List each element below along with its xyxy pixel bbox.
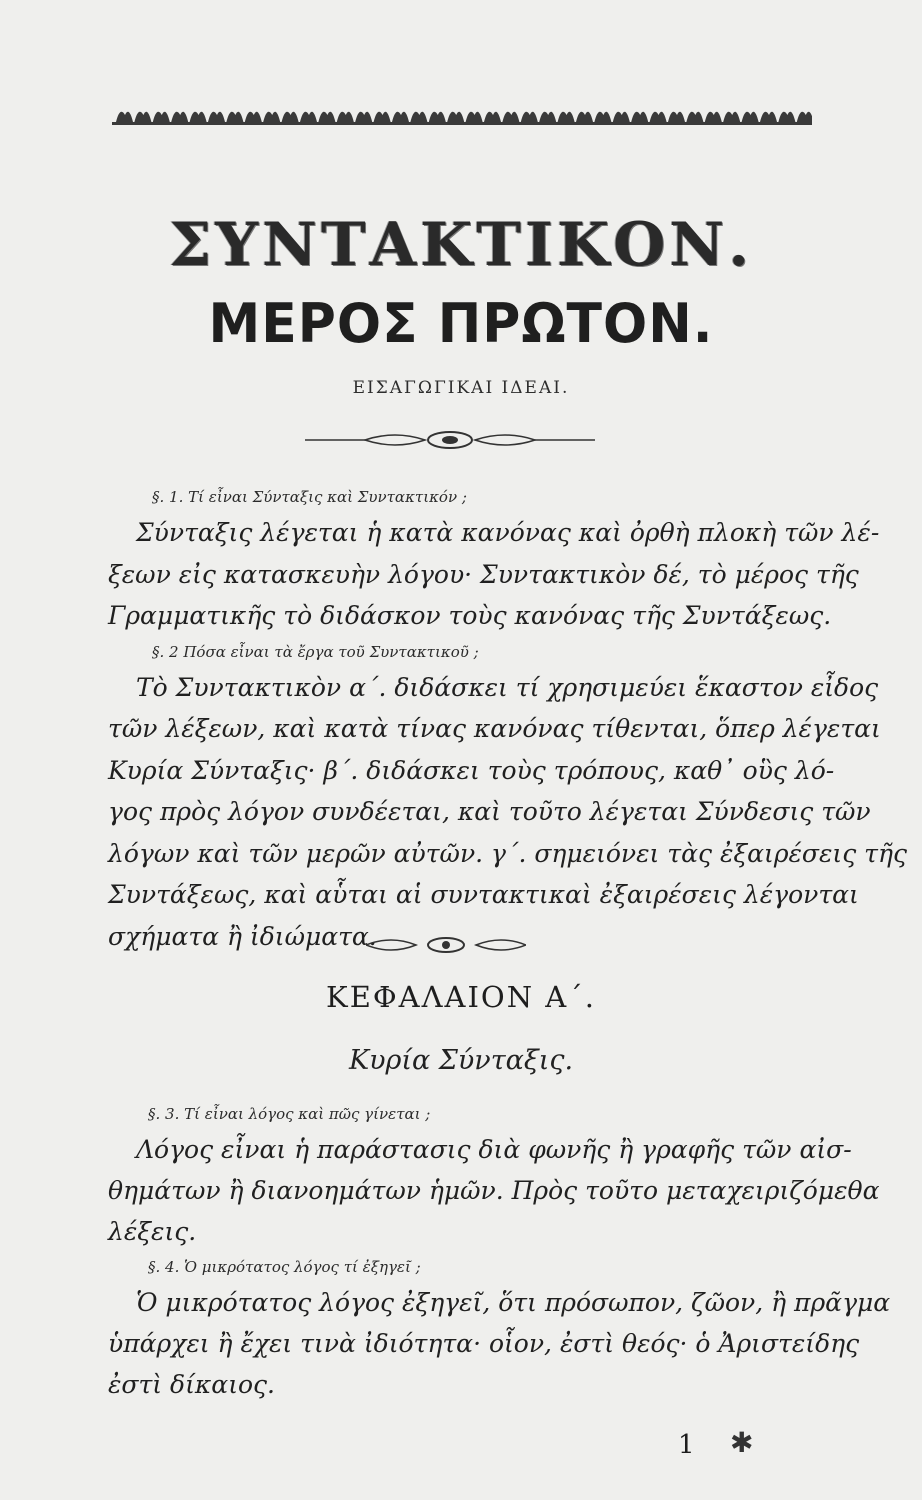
ornament-motif — [282, 112, 299, 122]
ornament-motif — [631, 112, 648, 122]
text-line: Ὁ μικρότατος λόγος ἐξηγεῖ, ὅτι πρόσωπον, ζῶον, ἢ πρᾶγμα — [136, 1288, 891, 1317]
ornament-motif — [355, 112, 372, 122]
ornament-motif — [650, 112, 667, 122]
text-line: ὑπάρχει ἢ ἔχει τινὰ ἰδιότητα· οἷον, ἐστὶ θεός· ὁ Ἀριστείδης — [108, 1329, 860, 1358]
text-line: ξεων εἰς κατασκευὴν λόγου· Συντακτικὸν δέ, τὸ μέρος τῆς — [108, 559, 859, 589]
ornament-motif — [337, 112, 354, 122]
ornament-motif — [245, 112, 262, 122]
divider-ornament-1 — [305, 430, 595, 450]
ornament-motif — [484, 112, 501, 122]
ornament-motif — [116, 112, 133, 122]
text-line: Τὸ Συντακτικὸν α΄. διδάσκει τί χρησιμεύει ἕκαστον εἶδος — [136, 672, 879, 702]
part-title: ΜΕΡΟΣ ΠΡΩΤΟΝ. — [208, 292, 714, 356]
ornament-motif — [392, 112, 409, 122]
printer-mark-icon: ✱ — [730, 1426, 754, 1459]
section-title: ΕΙΣΑΓΩΓΙΚΑΙ ΙΔΕΑΙ. — [352, 378, 570, 398]
ornament-motif — [300, 112, 317, 122]
ornament-motif — [668, 112, 685, 122]
text-line: ἐστὶ δίκαιος. — [108, 1370, 275, 1399]
ornament-motif — [778, 112, 795, 122]
ornament-motif — [760, 112, 777, 122]
book-title: ΣΥΝΤΑΚΤΙΚΟΝ. — [168, 210, 754, 280]
ornament-motif — [594, 112, 611, 122]
ornament-motif — [686, 112, 703, 122]
ornament-motif — [190, 112, 207, 122]
chapter-title: ΚΕΦΑΛΑΙΟΝ Α΄. — [326, 980, 596, 1014]
ornament-motif — [521, 112, 538, 122]
ornament-motif — [134, 112, 151, 122]
ornament-motif — [742, 112, 759, 122]
ornament-motif — [723, 112, 740, 122]
ornament-motif — [318, 112, 335, 122]
text-line: τῶν λέξεων, καὶ κατὰ τίνας κανόνας τίθενται, ὅπερ λέγεται — [108, 714, 881, 743]
ornament-motif — [797, 112, 812, 122]
ornament-motif — [374, 112, 391, 122]
question-line: §. 3. Τί εἶναι λόγος καὶ πῶς γίνεται ; — [148, 1105, 431, 1123]
question-line: §. 4. Ὁ μικρότατος λόγος τί ἐξηγεῖ ; — [148, 1258, 421, 1276]
ornament-motif — [429, 112, 446, 122]
ornament-motif — [410, 112, 427, 122]
ornament-motif — [208, 112, 225, 122]
ornament-motif — [226, 112, 243, 122]
text-line: λέξεις. — [108, 1217, 197, 1246]
page-number: 1 — [678, 1430, 695, 1460]
ornament-motif — [171, 112, 188, 122]
text-line: Σύνταξις λέγεται ἡ κατὰ κανόνας καὶ ὀρθὴ πλοκὴ τῶν λέ- — [136, 518, 880, 547]
text-line: Γραμματικῆς τὸ διδάσκον τοὺς κανόνας τῆς Συντάξεως. — [108, 601, 832, 630]
question-line: §. 1. Τί εἶναι Σύνταξις καὶ Συντακτικόν ; — [152, 488, 467, 506]
text-line: θημάτων ἢ διανοημάτων ἡμῶν. Πρὸς τοῦτο μεταχειριζόμεθα — [108, 1176, 880, 1205]
ornament-motif — [558, 112, 575, 122]
ornament-motif — [153, 112, 170, 122]
text-line: Λόγος εἶναι ἡ παράστασις διὰ φωνῆς ἢ γραφῆς τῶν αἰσ- — [136, 1135, 852, 1164]
question-line: §. 2 Πόσα εἶναι τὰ ἔργα τοῦ Συντακτικοῦ ; — [152, 642, 479, 661]
divider-ornament-2 — [366, 935, 526, 955]
ornament-motif — [447, 112, 464, 122]
ornament-motif — [263, 112, 280, 122]
ornament-motif — [613, 112, 630, 122]
ornament-motif — [466, 112, 483, 122]
ornament-motif — [539, 112, 556, 122]
text-line: σχήματα ἢ ἰδιώματα. — [108, 921, 377, 951]
text-line: γος πρὸς λόγον συνδέεται, καὶ τοῦτο λέγεται Σύνδεσις τῶν — [108, 797, 871, 826]
ornament-motif — [576, 112, 593, 122]
chapter-subtitle: Κυρία Σύνταξις. — [348, 1045, 574, 1076]
text-line: λόγων καὶ τῶν μερῶν αὐτῶν. γ΄. σημειόνει τὰς ἐξαιρέσεις τῆς — [108, 838, 907, 868]
text-line: Συντάξεως, καὶ αὗται αἱ συντακτικαὶ ἐξαιρέσεις λέγονται — [108, 880, 859, 909]
ornament-motif — [705, 112, 722, 122]
ornament-motif — [502, 112, 519, 122]
text-line: Κυρία Σύνταξις· β΄. διδάσκει τοὺς τρόπους, καθ᾽ οὓς λό- — [108, 755, 835, 785]
ornament-band — [112, 102, 812, 128]
